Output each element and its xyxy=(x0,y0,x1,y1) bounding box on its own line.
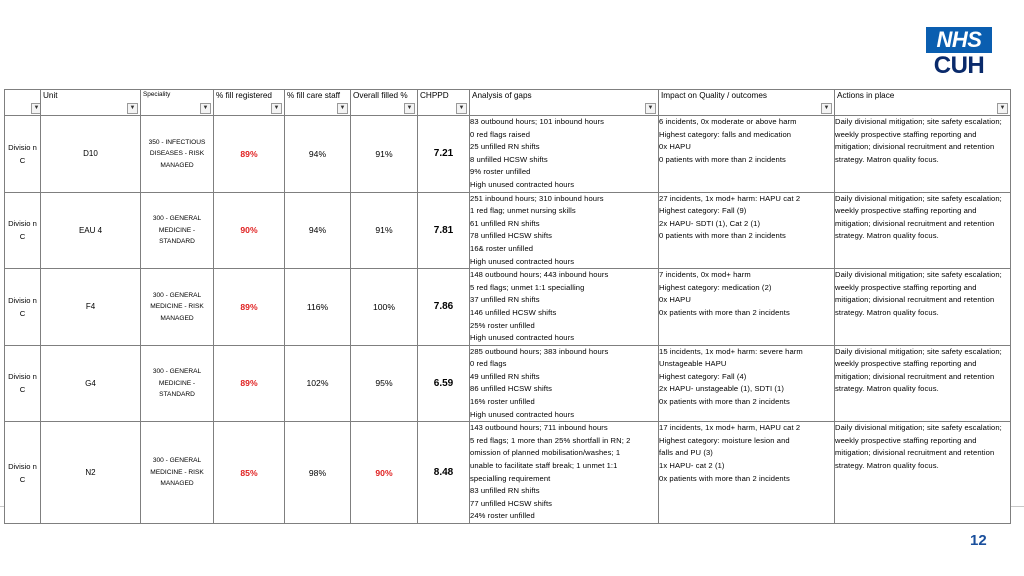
analysis-line: 61 unfilled RN shifts xyxy=(470,218,540,228)
filter-dropdown-icon[interactable]: ▼ xyxy=(31,103,41,114)
fill-care-cell: 116% xyxy=(285,269,351,346)
impact-line: Highest category: moisture lesion and xyxy=(659,435,790,445)
analysis-cell xyxy=(470,116,659,193)
table-row xyxy=(5,192,1011,269)
fill-care-cell: 98% xyxy=(285,422,351,524)
impact-line: Highest category: Fall (9) xyxy=(659,206,747,216)
overall-cell: 95% xyxy=(351,345,418,422)
unit-cell: N2 xyxy=(41,422,141,524)
header-impact: Impact on Quality / outcomes ▼ xyxy=(659,90,835,116)
fill-registered-cell: 89% xyxy=(214,345,285,422)
fill-registered-cell: 90% xyxy=(214,192,285,269)
analysis-line: 25% roster unfilled xyxy=(470,320,535,330)
analysis-line: 1 red flag; unmet nursing skills xyxy=(470,206,576,216)
division-cell: Divisio n C xyxy=(5,116,41,193)
speciality-cell: 300 - GENERAL MEDICINE - STANDARD xyxy=(141,192,214,269)
table-row xyxy=(5,345,1011,422)
division-cell: Divisio n C xyxy=(5,422,41,524)
impact-cell xyxy=(659,269,835,346)
impact-line: 0 patients with more than 2 incidents xyxy=(659,154,786,164)
analysis-line: unable to facilitate staff break; 1 unmet 1:1 xyxy=(470,461,618,471)
analysis-line: 77 unfilled HCSW shifts xyxy=(470,498,553,508)
division-cell: Divisio n C xyxy=(5,192,41,269)
fill-care-cell: 94% xyxy=(285,116,351,193)
actions-text: Daily divisional mitigation; site safety escalation; weekly prospective staffing reporting and mitigation; divisional recruitment and retention strategy. Matron quality focus. xyxy=(835,193,1002,241)
impact-line: falls and PU (3) xyxy=(659,448,713,458)
header-fill-care: % fill care staff ▼ xyxy=(285,90,351,116)
overall-cell: 90% xyxy=(351,422,418,524)
speciality-cell: 300 - GENERAL MEDICINE - RISK MANAGED xyxy=(141,269,214,346)
analysis-line: 285 outbound hours; 383 inbound hours xyxy=(470,346,609,356)
impact-line: Highest category: medication (2) xyxy=(659,282,772,292)
analysis-line: 83 outbound hours; 101 inbound hours xyxy=(470,117,605,126)
chppd-cell: 7.81 xyxy=(418,192,470,269)
overall-cell: 91% xyxy=(351,192,418,269)
analysis-line: 9% roster unfilled xyxy=(470,167,531,177)
analysis-line: 83 unfilled RN shifts xyxy=(470,486,540,496)
analysis-line: High unused contracted hours xyxy=(470,179,575,189)
overall-cell: 100% xyxy=(351,269,418,346)
actions-cell xyxy=(835,192,1011,269)
analysis-cell xyxy=(470,345,659,422)
nhs-cuh-logo xyxy=(926,27,992,79)
header-fill-registered: % fill registered ▼ xyxy=(214,90,285,116)
actions-cell xyxy=(835,269,1011,346)
unit-cell: EAU 4 xyxy=(41,192,141,269)
impact-line: 15 incidents, 1x mod+ harm: severe harm xyxy=(659,346,803,356)
impact-line: 2x HAPU- unstageable (1), SDTI (1) xyxy=(659,384,784,394)
chppd-cell: 7.86 xyxy=(418,269,470,346)
impact-line: 0x patients with more than 2 incidents xyxy=(659,397,790,407)
actions-text: Daily divisional mitigation; site safety escalation; weekly prospective staffing reporting and mitigation; divisional recruitment and retention strategy. Matron quality focus. xyxy=(835,346,1002,394)
fill-care-cell: 102% xyxy=(285,345,351,422)
analysis-line: 49 unfilled RN shifts xyxy=(470,371,540,381)
analysis-line: 5 red flags; 1 more than 25% shortfall in RN; 2 xyxy=(470,435,631,445)
impact-line: 0 patients with more than 2 incidents xyxy=(659,231,786,241)
speciality-cell: 300 - GENERAL MEDICINE - STANDARD xyxy=(141,345,214,422)
analysis-line: 0 red flags xyxy=(470,359,507,369)
analysis-line: 78 unfilled HCSW shifts xyxy=(470,231,553,241)
fill-care-cell: 94% xyxy=(285,192,351,269)
filter-dropdown-icon[interactable]: ▼ xyxy=(200,103,211,114)
header-row xyxy=(5,90,1011,116)
impact-line: 17 incidents, 1x mod+ harm, HAPU cat 2 xyxy=(659,423,801,433)
filter-dropdown-icon[interactable]: ▼ xyxy=(456,103,467,114)
impact-line: Unstageable HAPU xyxy=(659,359,727,369)
analysis-cell xyxy=(470,269,659,346)
header-chppd: CHPPD ▼ xyxy=(418,90,470,116)
header-unit: Unit ▼ xyxy=(41,90,141,116)
impact-cell xyxy=(659,116,835,193)
actions-cell xyxy=(835,422,1011,524)
cuh-logo-text: CUH xyxy=(933,52,985,79)
analysis-line: 24% roster unfilled xyxy=(470,511,535,521)
table-row xyxy=(5,422,1011,524)
analysis-cell xyxy=(470,422,659,524)
table-row xyxy=(5,269,1011,346)
division-cell: Divisio n C xyxy=(5,269,41,346)
table-row xyxy=(5,116,1011,193)
division-cell: Divisio n C xyxy=(5,345,41,422)
unit-cell: G4 xyxy=(41,345,141,422)
impact-line: 0x patients with more than 2 incidents xyxy=(659,307,790,317)
analysis-line: omission of planned mobilisation/washes; 1 xyxy=(470,448,621,458)
impact-line: 27 incidents, 1x mod+ harm: HAPU cat 2 xyxy=(659,193,801,203)
analysis-line: 251 inbound hours; 310 inbound hours xyxy=(470,193,604,203)
analysis-line: 16& roster unfilled xyxy=(470,243,534,253)
analysis-line: 16% roster unfilled xyxy=(470,397,535,407)
impact-line: 6 incidents, 0x moderate or above harm xyxy=(659,117,797,126)
filter-dropdown-icon[interactable]: ▼ xyxy=(404,103,415,114)
actions-text: Daily divisional mitigation; site safety escalation; weekly prospective staffing reporting and mitigation; divisional recruitment and retention strategy. Matron quality focus. xyxy=(835,423,1002,471)
chppd-cell: 8.48 xyxy=(418,422,470,524)
analysis-line: 0 red flags raised xyxy=(470,129,531,139)
analysis-line: High unused contracted hours xyxy=(470,256,575,266)
actions-text: Daily divisional mitigation; site safety escalation; weekly prospective staffing reporting and mitigation; divisional recruitment and retention strategy. Matron quality focus. xyxy=(835,270,1002,317)
staffing-table xyxy=(4,89,1011,524)
filter-dropdown-icon[interactable]: ▼ xyxy=(645,103,656,114)
analysis-line: High unused contracted hours xyxy=(470,333,575,343)
analysis-line: 143 outbound hours; 711 inbound hours xyxy=(470,423,608,433)
analysis-line: specialling requirement xyxy=(470,473,551,483)
impact-line: 0x patients with more than 2 incidents xyxy=(659,473,790,483)
impact-line: 2x HAPU- SDTI (1), Cat 2 (1) xyxy=(659,218,761,228)
filter-dropdown-icon[interactable]: ▼ xyxy=(337,103,348,114)
fill-registered-cell: 89% xyxy=(214,116,285,193)
analysis-line: 8 unfilled HCSW shifts xyxy=(470,154,548,164)
actions-text: Daily divisional mitigation; site safety escalation; weekly prospective staffing reporting and mitigation; divisional recruitment and retention strategy. Matron quality focus. xyxy=(835,117,1002,164)
impact-line: 7 incidents, 0x mod+ harm xyxy=(659,270,751,280)
unit-cell: F4 xyxy=(41,269,141,346)
impact-cell xyxy=(659,345,835,422)
chppd-cell: 7.21 xyxy=(418,116,470,193)
speciality-cell: 300 - GENERAL MEDICINE - RISK MANAGED xyxy=(141,422,214,524)
unit-cell: D10 xyxy=(41,116,141,193)
impact-line: 0x HAPU xyxy=(659,142,691,152)
filter-dropdown-icon[interactable]: ▼ xyxy=(997,103,1008,114)
header-actions: Actions in place ▼ xyxy=(835,90,1011,116)
fill-registered-cell: 89% xyxy=(214,269,285,346)
analysis-line: 86 unfilled HCSW shifts xyxy=(470,384,553,394)
impact-line: Highest category: falls and medication xyxy=(659,129,792,139)
analysis-line: 5 red flags; unmet 1:1 specialling xyxy=(470,282,585,292)
analysis-line: High unused contracted hours xyxy=(470,409,575,419)
speciality-cell: 350 - INFECTIOUS DISEASES - RISK MANAGED xyxy=(141,116,214,193)
impact-line: Highest category: Fall (4) xyxy=(659,371,747,381)
fill-registered-cell: 85% xyxy=(214,422,285,524)
filter-dropdown-icon[interactable]: ▼ xyxy=(271,103,282,114)
analysis-line: 37 unfilled RN shifts xyxy=(470,295,540,305)
analysis-line: 146 unfilled HCSW shifts xyxy=(470,307,557,317)
analysis-line: 25 unfilled RN shifts xyxy=(470,142,540,152)
header-speciality: Speciality ▼ xyxy=(141,90,214,116)
analysis-cell xyxy=(470,192,659,269)
actions-cell xyxy=(835,345,1011,422)
impact-line: 1x HAPU- cat 2 (1) xyxy=(659,461,725,471)
impact-cell xyxy=(659,422,835,524)
chppd-cell: 6.59 xyxy=(418,345,470,422)
page-number: 12 xyxy=(970,532,987,549)
nhs-logo-text: NHS xyxy=(926,27,992,53)
overall-cell: 91% xyxy=(351,116,418,193)
impact-cell xyxy=(659,192,835,269)
impact-line: 0x HAPU xyxy=(659,295,691,305)
filter-dropdown-icon[interactable]: ▼ xyxy=(821,103,832,114)
header-analysis: Analysis of gaps ▼ xyxy=(470,90,659,116)
header-division xyxy=(5,90,41,116)
actions-cell xyxy=(835,116,1011,193)
filter-dropdown-icon[interactable]: ▼ xyxy=(127,103,138,114)
header-overall: Overall filled % ▼ xyxy=(351,90,418,116)
analysis-line: 148 outbound hours; 443 inbound hours xyxy=(470,270,609,280)
